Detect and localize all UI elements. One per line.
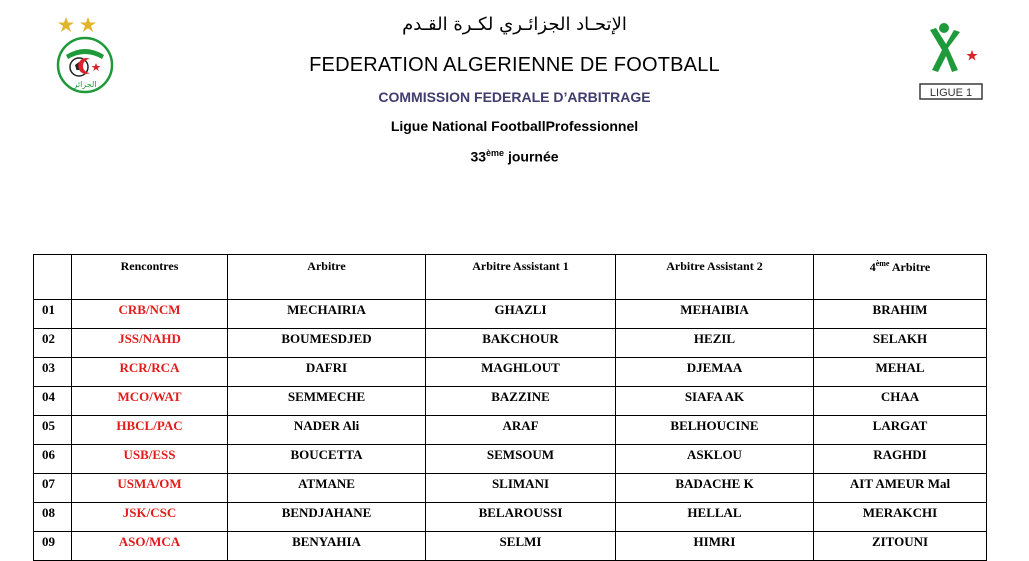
logo-caption: LIGUE 1 (929, 87, 973, 99)
cell-match: USB/ESS (72, 445, 228, 474)
cell-num: 07 (34, 474, 72, 503)
cell-num: 06 (34, 445, 72, 474)
header-fourth-word: Arbitre (889, 260, 931, 274)
cell-assistant2: HELLAL (616, 503, 814, 532)
cell-fourth: CHAA (814, 387, 987, 416)
table-row (34, 387, 987, 416)
cell-referee: ATMANE (228, 474, 426, 503)
document-header (0, 0, 1029, 200)
cell-referee: SEMMECHE (228, 387, 426, 416)
table-body (34, 300, 987, 561)
round-suffix: ème (486, 148, 505, 158)
cell-assistant1: MAGHLOUT (426, 358, 616, 387)
cell-assistant2: SIAFA AK (616, 387, 814, 416)
round-title (0, 148, 1029, 165)
cell-assistant1: BAZZINE (426, 387, 616, 416)
cell-assistant1: SLIMANI (426, 474, 616, 503)
cell-fourth: AIT AMEUR Mal (814, 474, 987, 503)
header-num (34, 255, 72, 300)
cell-referee: BOUMESDJED (228, 329, 426, 358)
cell-assistant2: HIMRI (616, 532, 814, 561)
cell-num: 04 (34, 387, 72, 416)
table-row (34, 474, 987, 503)
cell-assistant1: BAKCHOUR (426, 329, 616, 358)
commission-title: COMMISSION FEDERALE D’ARBITRAGE (378, 89, 651, 105)
table-row (34, 358, 987, 387)
cell-match: JSK/CSC (72, 503, 228, 532)
cell-referee: BENDJAHANE (228, 503, 426, 532)
table-row (34, 329, 987, 358)
table-row (34, 532, 987, 561)
cell-match: CRB/NCM (72, 300, 228, 329)
cell-match: JSS/NAHD (72, 329, 228, 358)
cell-match: MCO/WAT (72, 387, 228, 416)
federation-title: FEDERATION ALGERIENNE DE FOOTBALL (309, 54, 720, 76)
referee-assignments-table (33, 254, 987, 561)
cell-fourth: BRAHIM (814, 300, 987, 329)
header-assistant2: Arbitre Assistant 2 (616, 255, 814, 300)
header-fourth (814, 255, 987, 300)
cell-num: 03 (34, 358, 72, 387)
logo-caption: الجزائر (73, 80, 97, 89)
cell-fourth: MEHAL (814, 358, 987, 387)
cell-fourth: LARGAT (814, 416, 987, 445)
header-match: Rencontres (72, 255, 228, 300)
table-row (34, 445, 987, 474)
cell-assistant2: ASKLOU (616, 445, 814, 474)
cell-referee: BENYAHIA (228, 532, 426, 561)
header-fourth-num: 4 (869, 260, 876, 274)
cell-assistant2: MEHAIBIA (616, 300, 814, 329)
cell-num: 09 (34, 532, 72, 561)
table-row (34, 300, 987, 329)
cell-referee: DAFRI (228, 358, 426, 387)
cell-num: 02 (34, 329, 72, 358)
cell-fourth: SELAKH (814, 329, 987, 358)
cell-assistant2: BELHOUCINE (616, 416, 814, 445)
cell-assistant1: SEMSOUM (426, 445, 616, 474)
cell-fourth: ZITOUNI (814, 532, 987, 561)
cell-referee: BOUCETTA (228, 445, 426, 474)
cell-assistant1: BELAROUSSI (426, 503, 616, 532)
round-number: 33 (470, 148, 487, 165)
cell-match: USMA/OM (72, 474, 228, 503)
cell-fourth: MERAKCHI (814, 503, 987, 532)
cell-num: 05 (34, 416, 72, 445)
cell-assistant2: HEZIL (616, 329, 814, 358)
cell-assistant1: ARAF (426, 416, 616, 445)
arabic-title: الإتحـاد الجزائـري لكـرة القـدم (402, 14, 627, 35)
cell-match: RCR/RCA (72, 358, 228, 387)
table-row (34, 503, 987, 532)
round-word: journée (504, 148, 559, 165)
cell-num: 01 (34, 300, 72, 329)
cell-assistant2: BADACHE K (616, 474, 814, 503)
cell-assistant1: SELMI (426, 532, 616, 561)
cell-referee: NADER Ali (228, 416, 426, 445)
cell-fourth: RAGHDI (814, 445, 987, 474)
cell-num: 08 (34, 503, 72, 532)
header-referee: Arbitre (228, 255, 426, 300)
cell-match: ASO/MCA (72, 532, 228, 561)
table-row (34, 416, 987, 445)
header-assistant1: Arbitre Assistant 1 (426, 255, 616, 300)
league-title: Ligue National FootballProfessionnel (390, 118, 639, 134)
cell-assistant1: GHAZLI (426, 300, 616, 329)
table-header-row (34, 255, 987, 300)
cell-match: HBCL/PAC (72, 416, 228, 445)
cell-referee: MECHAIRIA (228, 300, 426, 329)
cell-assistant2: DJEMAA (616, 358, 814, 387)
header-fourth-sup: ème (875, 259, 890, 268)
